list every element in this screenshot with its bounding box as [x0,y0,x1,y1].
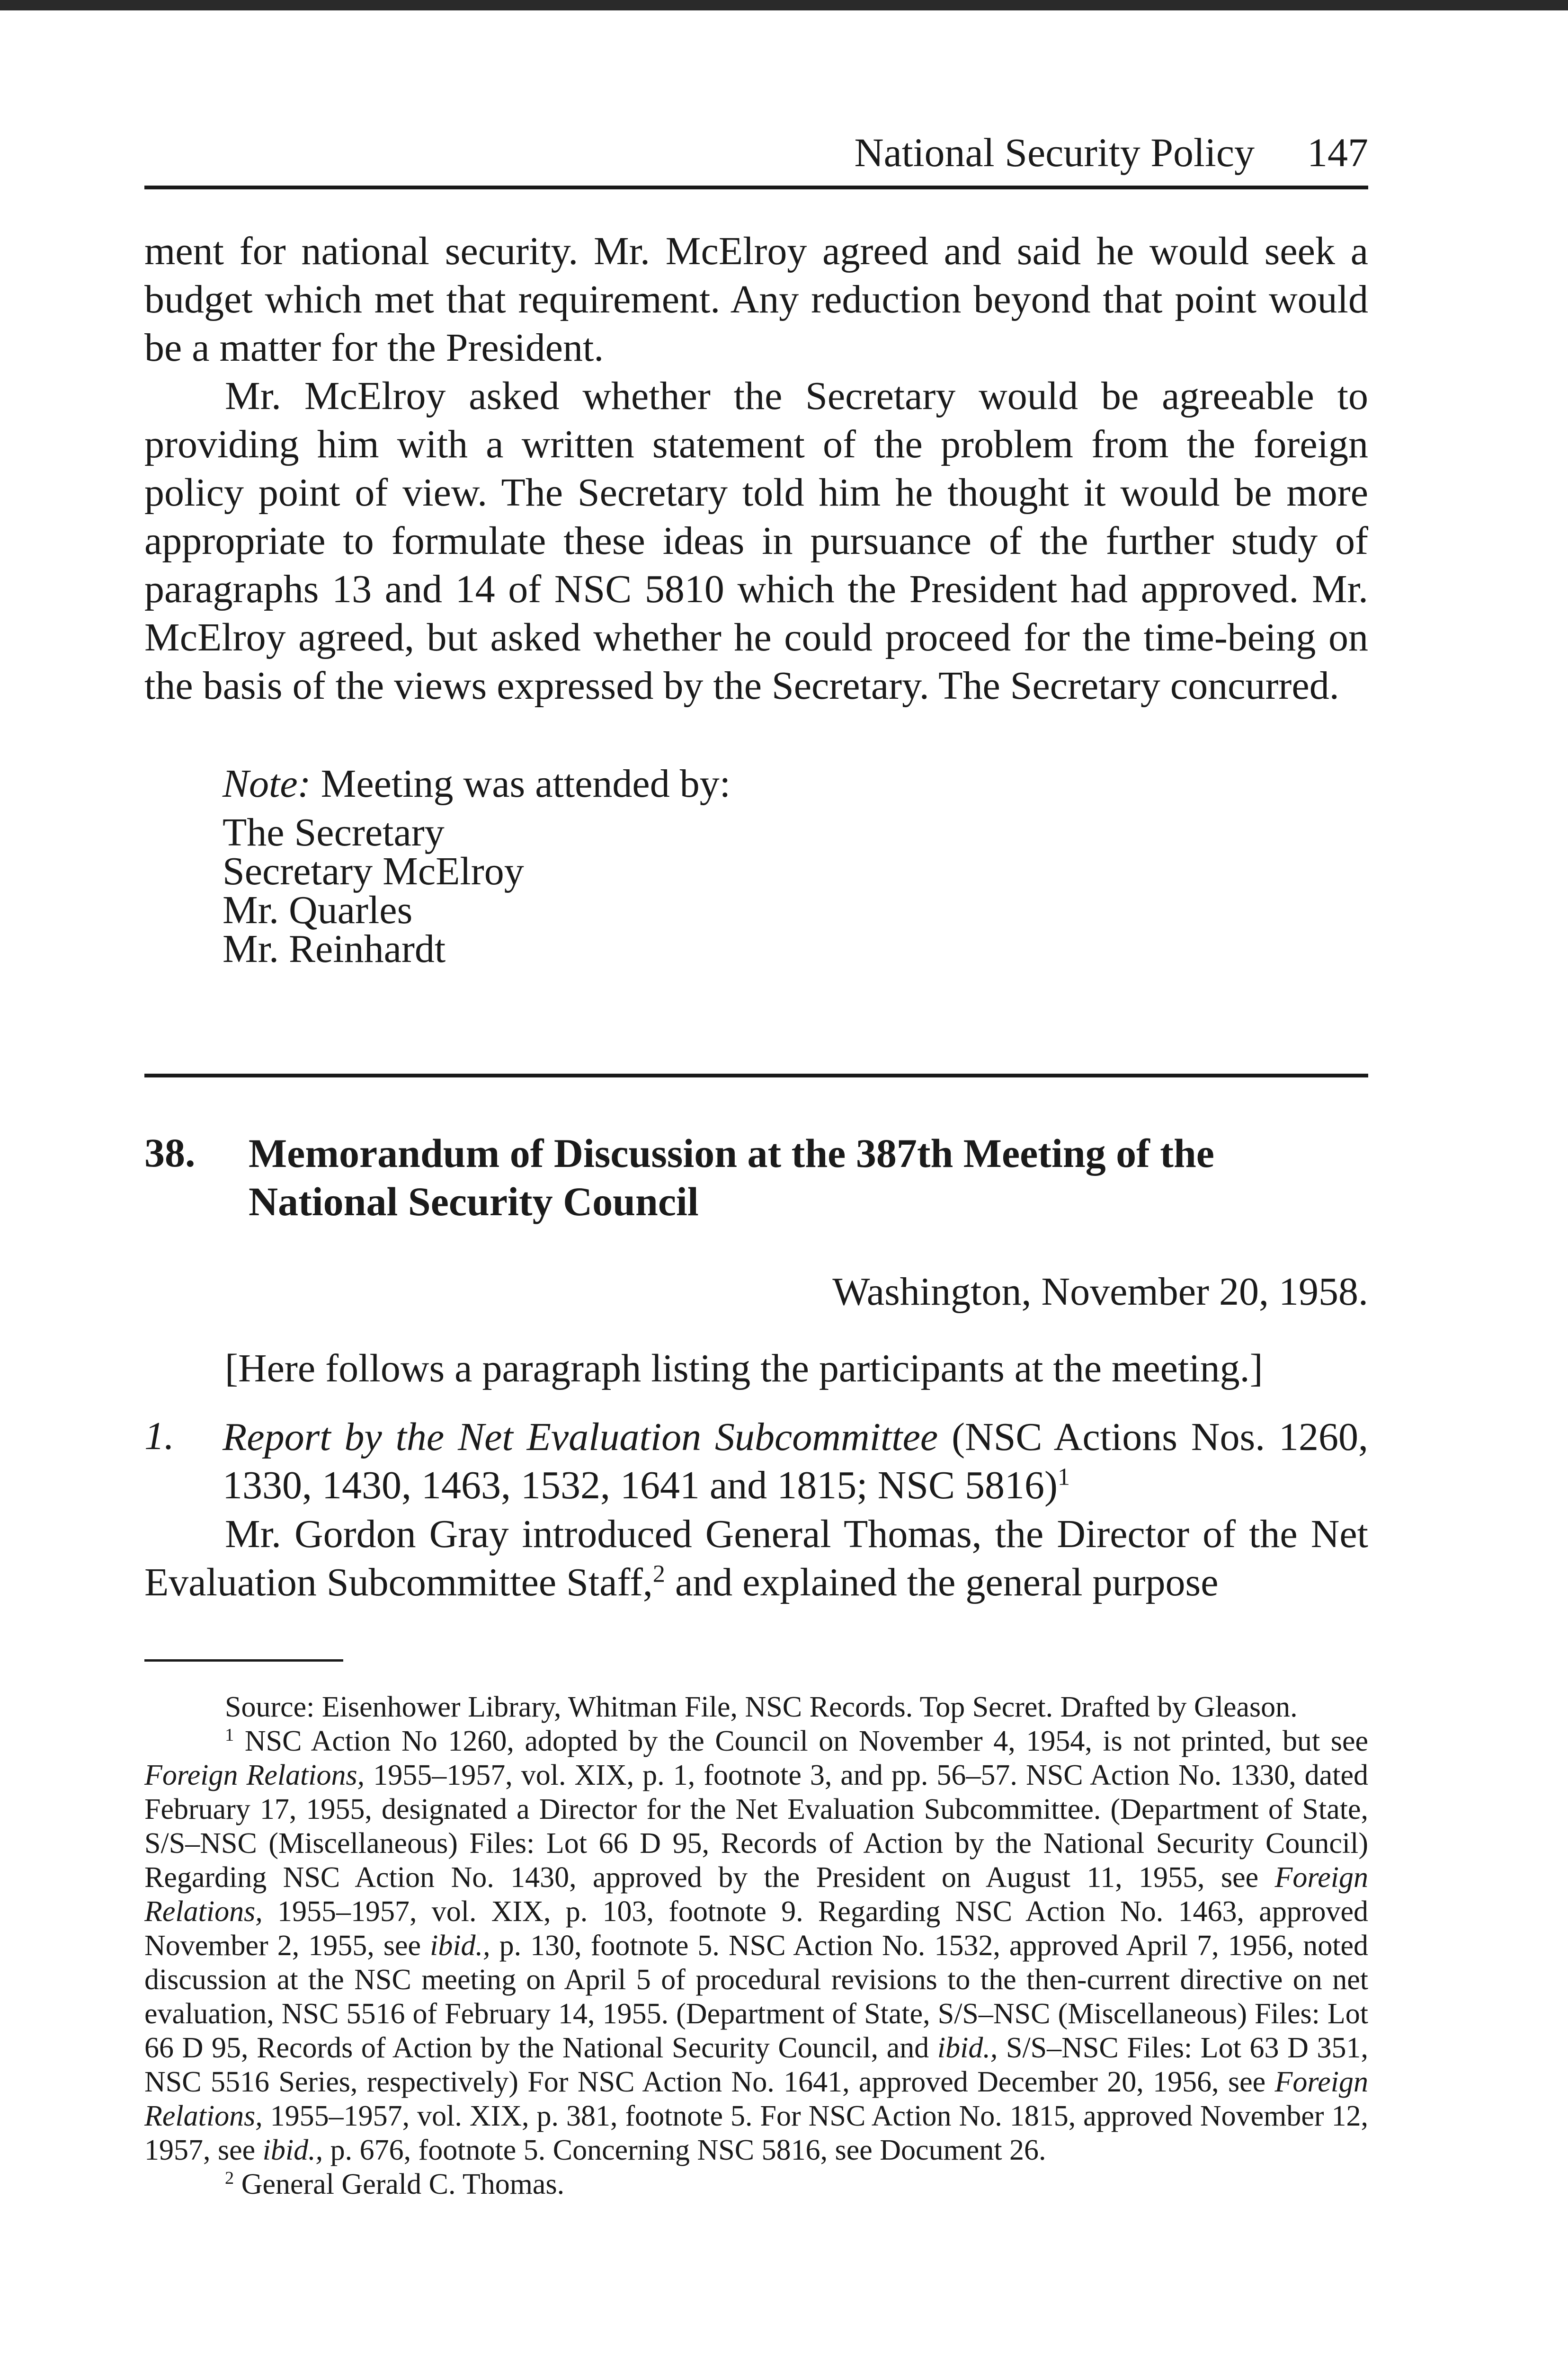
footnote-text: 1955–1957, vol. XIX, p. 1, footnote 3, and pp. 56–57. NSC Action No. 1330, dated February 17, 1955, designated a Director for the Net Evaluation Subcommittee. (Department of State, S/S–NSC (Miscellaneous) Files: Lot 66 D 95, Records of Action by the National Security Council) Regarding NSC Action No. 1430, approved by the President on August 11, 1955, see [144,1759,1369,1894]
attendee: Mr. Reinhardt [223,927,446,971]
document-title: Memorandum of Discussion at the 387th Meeting of the National Security Council [249,1130,1214,1224]
footnote-ref: 2 [652,1560,665,1588]
document-number: 38. [144,1130,196,1175]
footnote-italic: ibid., [430,1930,490,1962]
footnote-italic: ibid., [262,2134,323,2166]
footnote-text: p. 676, footnote 5. Concerning NSC 5816, see Document 26. [323,2134,1046,2166]
footnote-italic: ibid., [937,2032,998,2064]
attendee-list [223,810,524,971]
participants-note [225,1344,1368,1393]
footnote-marker: 2 [225,2168,234,2188]
attendance-note [223,760,731,808]
footnote-italic: Foreign Relations, [144,1759,365,1791]
footnote-text: 1955–1957, vol. XIX, p. 381, footnote 5. For NSC Action No. 1815, approved November 12, 1957, see [144,2100,1368,2166]
section-divider [144,1074,1368,1077]
attendee: Secretary McElroy [223,849,524,893]
paragraph-text: and explained the general purpose [665,1560,1219,1604]
scan-top-edge [0,0,1568,10]
discussion-text [144,1510,1368,1607]
footnote-2 [144,2167,1368,2201]
running-header [144,124,1368,189]
running-header-title: National Security Policy [854,130,1255,175]
footnote-marker: 1 [225,1725,234,1745]
footnote-italic: Foreign Relations, [144,1861,1368,1928]
footnote-text: S/S–NSC Files: Lot 63 D 351, NSC 5516 Series, respectively) For NSC Action No. 1641, approved December 20, 1956, see [144,2032,1368,2098]
footnote-ref: 1 [1058,1463,1070,1491]
footnote-1 [144,1724,1368,2167]
attendee: Mr. Quarles [223,888,413,932]
note-text: Meeting was attended by: [311,762,731,806]
item-heading-title: Report by the Net Evaluation Subcommittee [223,1415,938,1459]
page-number: 147 [1307,130,1368,175]
footnote-divider [144,1659,343,1662]
footnote-text: 1955–1957, vol. XIX, p. 103, footnote 9. Regarding NSC Action No. 1463, approved November 2, 1955, see [144,1895,1368,1962]
footnote-text: NSC Action No 1260, adopted by the Council on November 4, 1954, is not printed, but see [234,1725,1368,1757]
paragraph [144,1510,1368,1607]
continuation-text [144,227,1368,710]
participants-text: [Here follows a paragraph listing the participants at the meeting.] [225,1346,1263,1390]
paragraph-text: Mr. Gordon Gray introduced General Thomas, the Director of the Net Evaluation Subcommittee Staff, [144,1512,1368,1604]
footnote-text: General Gerald C. Thomas. [234,2168,565,2200]
item-heading [223,1413,1368,1510]
paragraph: Mr. McElroy asked whether the Secretary would be agreeable to providing him with a written statement of the problem from the foreign policy point of view. The Secretary told him he thought it would be more appropriate to formulate these ideas in pursuance of the further study of paragraphs 13 and 14 of NSC 5810 which the President had approved. Mr. McElroy agreed, but asked whether he could proceed for the time-being on the basis of the views expressed by the Secretary. The Secretary concurred. [144,374,1368,708]
paragraph: ment for national security. Mr. McElroy agreed and said he would seek a budget which met that requirement. Any reduction beyond that point would be a matter for the President. [144,229,1368,370]
attendee: The Secretary [223,810,445,854]
footnote-text: p. 130, footnote 5. NSC Action No. 1532, approved April 7, 1956, noted discussion at the NSC meeting on April 5 of procedural revisions to the then-current directive on net evaluation, NSC 5516 of February 14, 1955. (Department of State, S/S–NSC (Miscellaneous) Files: Lot 66 D 95, Records of Action by the National Security Council, and [144,1930,1369,2064]
footnote-italic: Foreign Relations, [144,2066,1368,2132]
footnotes [144,1690,1368,2201]
item-heading-rest: (NSC Actions Nos. 1260, 1330, 1430, 1463, 1532, 1641 and 1815; NSC 5816) [223,1415,1369,1507]
source-note: Source: Eisenhower Library, Whitman File, NSC Records. Top Secret. Drafted by Gleason. [225,1691,1298,1723]
item-number: 1. [144,1414,174,1458]
dateline: Washington, November 20, 1958. [832,1270,1368,1314]
note-label: Note: [223,762,311,806]
